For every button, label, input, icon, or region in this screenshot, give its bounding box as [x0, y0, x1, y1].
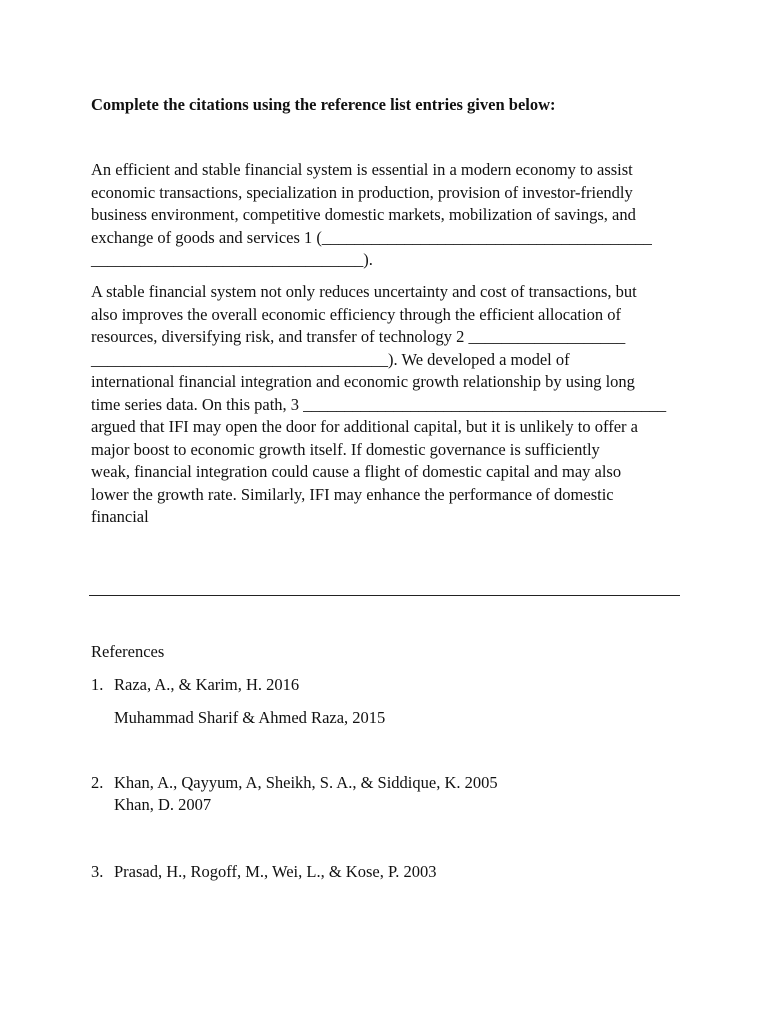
paragraph-line: An efficient and stable financial system is essential in a modern economy to assist — [91, 160, 633, 179]
paragraph-line: lower the growth rate. Similarly, IFI may enhance the performance of domestic — [91, 484, 614, 504]
paragraph-line: major boost to economic growth itself. If domestic governance is sufficiently — [91, 439, 600, 459]
section-divider — [89, 595, 680, 596]
reference-entry: Muhammad Sharif & Ahmed Raza, 2015 — [114, 708, 386, 727]
paragraph-1 — [91, 159, 691, 272]
reference-entry: Khan, D. 2007 — [114, 795, 212, 814]
paragraph-line: economic transactions, specialization in production, provision of investor-friendly — [91, 182, 633, 202]
paragraph-line: international financial integration and economic growth relationship by using long — [91, 372, 635, 391]
reference-number: 3. — [91, 862, 104, 881]
references-title: References — [91, 642, 165, 661]
citation-blank-3[interactable]: time series data. On this path, 3 ____________________________________________ — [91, 394, 667, 414]
citation-blank-1-end[interactable]: _________________________________). — [91, 250, 373, 269]
reference-entry: Khan, A., Qayyum, A, Sheikh, S. A., & Siddique, K. 2005 — [114, 773, 498, 792]
citation-blank-1-start[interactable]: exchange of goods and services 1 (________________________________________ — [91, 227, 652, 247]
paragraph-line: business environment, competitive domestic markets, mobilization of savings, and — [91, 205, 636, 224]
reference-number: 2. — [91, 773, 104, 792]
reference-entry: Prasad, H., Rogoff, M., Wei, L., & Kose, P. 2003 — [114, 862, 437, 881]
paragraph-line: A stable financial system not only reduces uncertainty and cost of transactions, but — [91, 282, 637, 301]
reference-entry: Raza, A., & Karim, H. 2016 — [114, 675, 300, 694]
page-title: Complete the citations using the reference list entries given below: — [91, 95, 556, 114]
paragraph-line: financial — [91, 507, 149, 526]
paragraph-line: argued that IFI may open the door for additional capital, but it is unlikely to offer a — [91, 417, 638, 436]
reference-number: 1. — [91, 675, 104, 694]
citation-blank-2-start[interactable]: resources, diversifying risk, and transfer of technology 2 ___________________ — [91, 327, 626, 346]
citation-blank-2-end[interactable]: ____________________________________). We developed a model of — [91, 349, 570, 369]
paragraph-2 — [91, 281, 691, 529]
paragraph-line: also improves the overall economic efficiency through the efficient allocation of — [91, 304, 621, 324]
paragraph-line: weak, financial integration could cause a flight of domestic capital and may also — [91, 462, 622, 481]
